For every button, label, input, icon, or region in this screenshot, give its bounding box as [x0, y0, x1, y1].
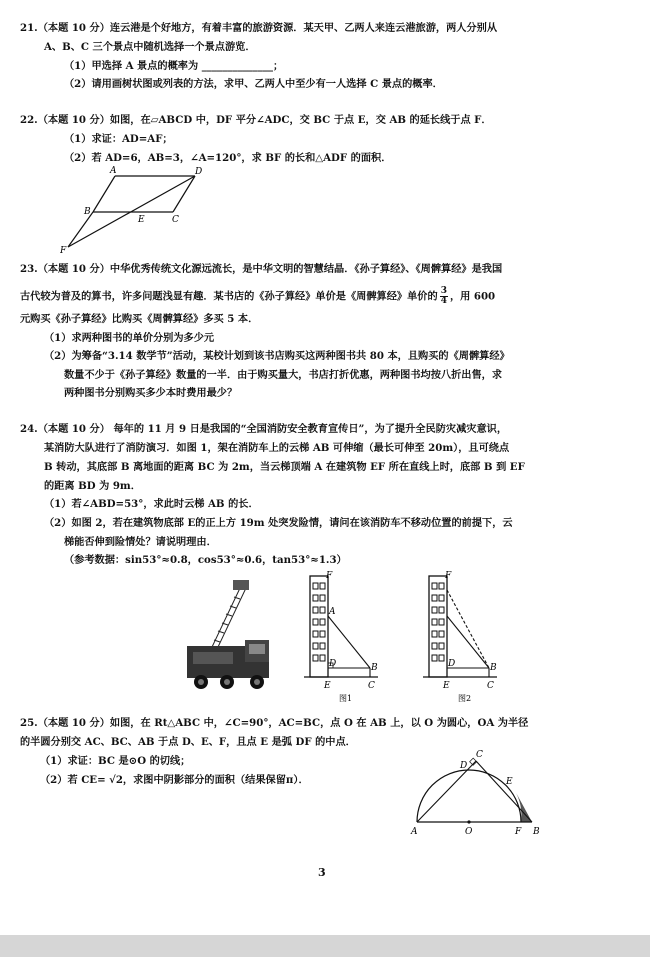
q22-line3: （2）若 AD=6，AB=3，∠A=120°，求 BF 的长和△ADF 的面积．: [64, 152, 392, 164]
fig2-label-E: E: [443, 681, 450, 691]
q25-line1: 25.（本题 10 分）如图，在 Rt△ABC 中，∠C=90°，AC=BC，点 O 在 AB 上，以 O 为圆心，OA 为半径: [20, 717, 529, 729]
q22-line2: （1）求证：AD=AF；: [64, 133, 173, 145]
q22-line1: 22.（本题 10 分）如图，在▱ABCD 中，DF 平分∠ADC，交 BC 于点 E，交 AB 的延长线于点 F．: [20, 114, 492, 126]
fire-truck-photo: [183, 578, 278, 690]
q23-line5: （2）为筹备“3.14 数学节”活动，某校计划到该书店购买这两种图书共 80 本，且购买的《周髀算经》: [44, 350, 510, 362]
q21-line1: 21.（本题 10 分）连云港是个好地方，有着丰富的旅游资源．某天甲、乙两人来连云港旅游，两人分别从: [20, 22, 498, 34]
q25-line2: 的半圆分别交 AC、BC、AB 于点 D、E、F，且点 E 是弧 DF 的中点．: [20, 736, 356, 748]
q23-line4: （1）求两种图书的单价分别为多少元: [44, 332, 215, 344]
q23-line1: 23.（本题 10 分）中华优秀传统文化源远流长，是中华文明的智慧结晶．《孙子算经》、《周髀算经》是我国: [20, 263, 503, 275]
fig1-caption: 图1: [339, 694, 353, 703]
q24-line5: （1）若∠ABD=53°，求此时云梯 AB 的长．: [44, 498, 259, 510]
fig2-label-C: C: [487, 681, 494, 691]
fig1-label-F: F: [326, 571, 333, 581]
figure-2-diagram: [415, 570, 505, 705]
fig1-label-E: E: [324, 681, 331, 691]
fig25-label-O: O: [465, 827, 473, 837]
q25-line3: （1）求证：BC 是⊙O 的切线；: [40, 755, 191, 767]
q24-line7: 梯能否伸到险情处？请说明理由．: [64, 536, 217, 548]
q23-line6: 数量不少于《孙子算经》数量的一半．由于购买量大，书店打折优惠，两种图书均按八折出售，求: [64, 369, 503, 381]
fig25-label-C: C: [476, 750, 483, 760]
fraction-denominator: 4: [440, 296, 447, 306]
label-D: D: [195, 167, 203, 177]
fig25-label-B: B: [533, 827, 540, 837]
fig1-label-C: C: [368, 681, 375, 691]
q23-line3: 元购买《孙子算经》比购买《周髀算经》多买 5 本．: [20, 313, 259, 325]
q24-line3: B 转动，其底部 B 离地面的距离 BC 为 2m，当云梯顶端 A 在建筑物 EF 所在直线上时，底部 B 到 EF: [44, 461, 525, 473]
page-footer-bar: [0, 935, 650, 957]
label-B: B: [84, 207, 91, 217]
fig25-label-A: A: [411, 827, 418, 837]
figure-1-diagram: [296, 570, 386, 705]
label-E: E: [138, 215, 145, 225]
label-C: C: [172, 215, 179, 225]
semicircle-figure: [405, 746, 550, 838]
fig1-label-B: B: [371, 663, 378, 673]
fraction-three-quarters: [440, 287, 448, 306]
label-F: F: [60, 246, 67, 255]
q24-line2: 某消防大队进行了消防演习．如图 1，架在消防车上的云梯 AB 可伸缩（最长可伸至 20m），且可绕点: [44, 442, 510, 454]
fig2-label-D: D: [448, 659, 456, 669]
fig2-caption: 图2: [458, 694, 472, 703]
fig1-label-A: A: [329, 607, 336, 617]
q23-line2b: ，用 600: [449, 290, 496, 303]
parallelogram-figure: [60, 165, 220, 255]
q24-line1: 24.（本题 10 分） 每年的 11 月 9 日是我国的“全国消防安全教育宣传日”，为了提升全民防灾减灾意识，: [20, 423, 508, 435]
q24-line6: （2）如图 2，若在建筑物底部 E的正上方 19m 处突发险情，请问在该消防车不移动位置的前提下，云: [44, 517, 513, 529]
page-number: 3: [318, 866, 326, 879]
q21-line3: （1）甲选择 A 景点的概率为 ______________；: [64, 60, 284, 72]
fig2-label-F: F: [445, 571, 452, 581]
fig1-label-D: D: [329, 659, 337, 669]
q23-line7: 两种图书分别购买多少本时费用最少？: [64, 387, 238, 399]
fig25-label-D: D: [460, 761, 468, 771]
fig25-label-E: E: [506, 777, 513, 787]
q24-line4: 的距离 BD 为 9m．: [44, 480, 141, 492]
q21-line2: A、B、C 三个景点中随机选择一个景点游览．: [44, 41, 256, 53]
label-A: A: [110, 166, 117, 176]
q23-line2a: 古代较为普及的算书，许多问题浅显有趣．某书店的《孙子算经》单价是《周髀算经》单价的: [20, 290, 438, 303]
q23-line2: [20, 287, 495, 306]
fig25-label-F: F: [515, 827, 522, 837]
fraction-numerator: 3: [440, 286, 447, 296]
q21-line4: （2）请用画树状图或列表的方法，求甲、乙两人中至少有一人选择 C 景点的概率．: [64, 78, 443, 90]
fig2-label-B: B: [490, 663, 497, 673]
q24-line8: （参考数据：sin53°≈0.8，cos53°≈0.6，tan53°≈1.3）: [64, 554, 347, 566]
q25-line4: （2）若 CE= √2，求图中阴影部分的面积（结果保留π）．: [40, 774, 309, 786]
